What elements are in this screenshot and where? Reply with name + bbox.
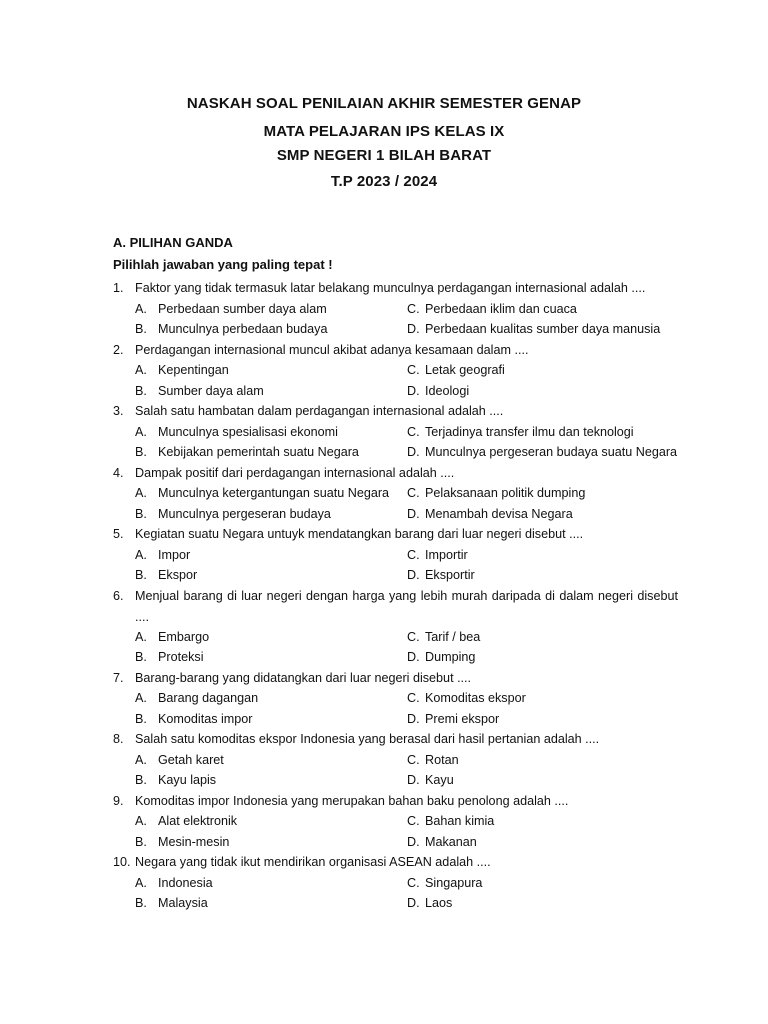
- question-7: [113, 668, 678, 730]
- option-b: B. Komoditas impor: [135, 711, 253, 726]
- option-d: D. Perbedaan kualitas sumber daya manusia: [407, 322, 661, 336]
- option-b: B. Sumber daya alam: [135, 383, 264, 398]
- option-d: D. Laos: [407, 896, 453, 910]
- option-d: D. Ideologi: [407, 383, 470, 398]
- question-10: [113, 852, 678, 914]
- question-text: Kegiatan suatu Negara untuyk mendatangkan barang dari luar negeri disebut ....: [135, 527, 584, 541]
- subject-title: MATA PELAJARAN IPS KELAS IX: [263, 123, 505, 140]
- option-b: B. Kayu lapis: [135, 773, 217, 787]
- option-b: B. Ekspor: [135, 568, 198, 582]
- option-b: B. Mesin-mesin: [135, 834, 230, 849]
- option-d: D. Premi ekspor: [407, 711, 500, 726]
- option-a: A. Munculnya ketergantungan suatu Negara: [135, 486, 390, 500]
- option-c: C. Letak geografi: [407, 363, 505, 377]
- option-a: A. Barang dagangan: [135, 691, 259, 705]
- question-number: 5.: [113, 527, 124, 541]
- question-3: [113, 401, 678, 463]
- question-number: 8.: [113, 732, 124, 746]
- option-c: C. Perbedaan iklim dan cuaca: [407, 301, 577, 316]
- option-d: D. Makanan: [407, 834, 477, 849]
- question-9: [113, 791, 678, 853]
- question-text: Faktor yang tidak termasuk latar belakang munculnya perdagangan internasional adalah ....: [135, 281, 646, 295]
- exam-title: NASKAH SOAL PENILAIAN AKHIR SEMESTER GENAP: [186, 95, 582, 112]
- option-d: D. Munculnya pergeseran budaya suatu Negara: [407, 445, 678, 459]
- option-c: C. Tarif / bea: [407, 629, 481, 644]
- option-c: C. Singapura: [407, 875, 483, 890]
- option-a: A. Embargo: [135, 629, 210, 644]
- question-number: 4.: [113, 465, 124, 480]
- question-text: Salah satu komoditas ekspor Indonesia yang berasal dari hasil pertanian adalah ....: [135, 732, 600, 746]
- option-b: B. Proteksi: [135, 650, 204, 664]
- option-c: C. Bahan kimia: [407, 814, 495, 828]
- question-text: Negara yang tidak ikut mendirikan organisasi ASEAN adalah ....: [135, 855, 491, 869]
- question-number: 7.: [113, 670, 124, 685]
- question-text: Komoditas impor Indonesia yang merupakan bahan baku penolong adalah ....: [135, 793, 569, 808]
- school-year: T.P 2023 / 2024: [330, 173, 438, 190]
- option-a: A. Impor: [135, 547, 191, 562]
- option-a: A. Getah karet: [135, 752, 224, 767]
- option-c: C. Terjadinya transfer ilmu dan teknologi: [407, 424, 634, 439]
- question-text: Salah satu hambatan dalam perdagangan internasional adalah ....: [135, 404, 504, 418]
- option-a: A. Perbedaan sumber daya alam: [135, 301, 327, 316]
- school-name: SMP NEGERI 1 BILAH BARAT: [276, 147, 492, 164]
- question-text: Perdagangan internasional muncul akibat adanya kesamaan dalam ....: [135, 342, 529, 357]
- question-number: 2.: [113, 342, 124, 357]
- option-a: A. Munculnya spesialisasi ekonomi: [135, 424, 338, 439]
- option-a: A. Alat elektronik: [135, 814, 238, 828]
- question-number: 1.: [113, 281, 124, 295]
- option-a: A. Indonesia: [135, 875, 213, 890]
- question-number: 6.: [113, 588, 124, 603]
- option-c: C. Komoditas ekspor: [407, 691, 526, 705]
- question-number: 10.: [113, 855, 131, 869]
- question-5: [113, 524, 678, 586]
- section-instruction: Pilihlah jawaban yang paling tepat !: [113, 257, 333, 272]
- question-4: [113, 463, 678, 525]
- question-number: 9.: [113, 793, 124, 808]
- option-c: C. Pelaksanaan politik dumping: [407, 486, 586, 500]
- option-b: B. Kebijakan pemerintah suatu Negara: [135, 445, 359, 459]
- option-c: C. Importir: [407, 547, 468, 562]
- option-c: C. Rotan: [407, 752, 459, 767]
- option-b: B. Munculnya pergeseran budaya: [135, 506, 331, 521]
- question-8: [113, 729, 678, 791]
- question-text: Barang-barang yang didatangkan dari luar negeri disebut ....: [135, 670, 472, 685]
- question-text: Menjual barang di luar negeri dengan harga yang lebih murah daripada di dalam negeri disebut ....: [135, 588, 678, 624]
- option-d: D. Kayu: [407, 773, 454, 787]
- question-2: [113, 340, 678, 402]
- option-d: D. Eksportir: [407, 568, 475, 582]
- option-b: B. Munculnya perbedaan budaya: [135, 322, 328, 336]
- question-number: 3.: [113, 404, 124, 418]
- section-heading: A. PILIHAN GANDA: [113, 235, 233, 250]
- option-d: D. Dumping: [407, 650, 476, 664]
- question-6: [113, 586, 678, 668]
- question-list: [113, 278, 678, 914]
- option-d: D. Menambah devisa Negara: [407, 506, 573, 521]
- question-1: [113, 278, 678, 340]
- question-text: Dampak positif dari perdagangan internasional adalah ....: [135, 465, 455, 480]
- option-a: A. Kepentingan: [135, 363, 229, 377]
- option-b: B. Malaysia: [135, 896, 208, 910]
